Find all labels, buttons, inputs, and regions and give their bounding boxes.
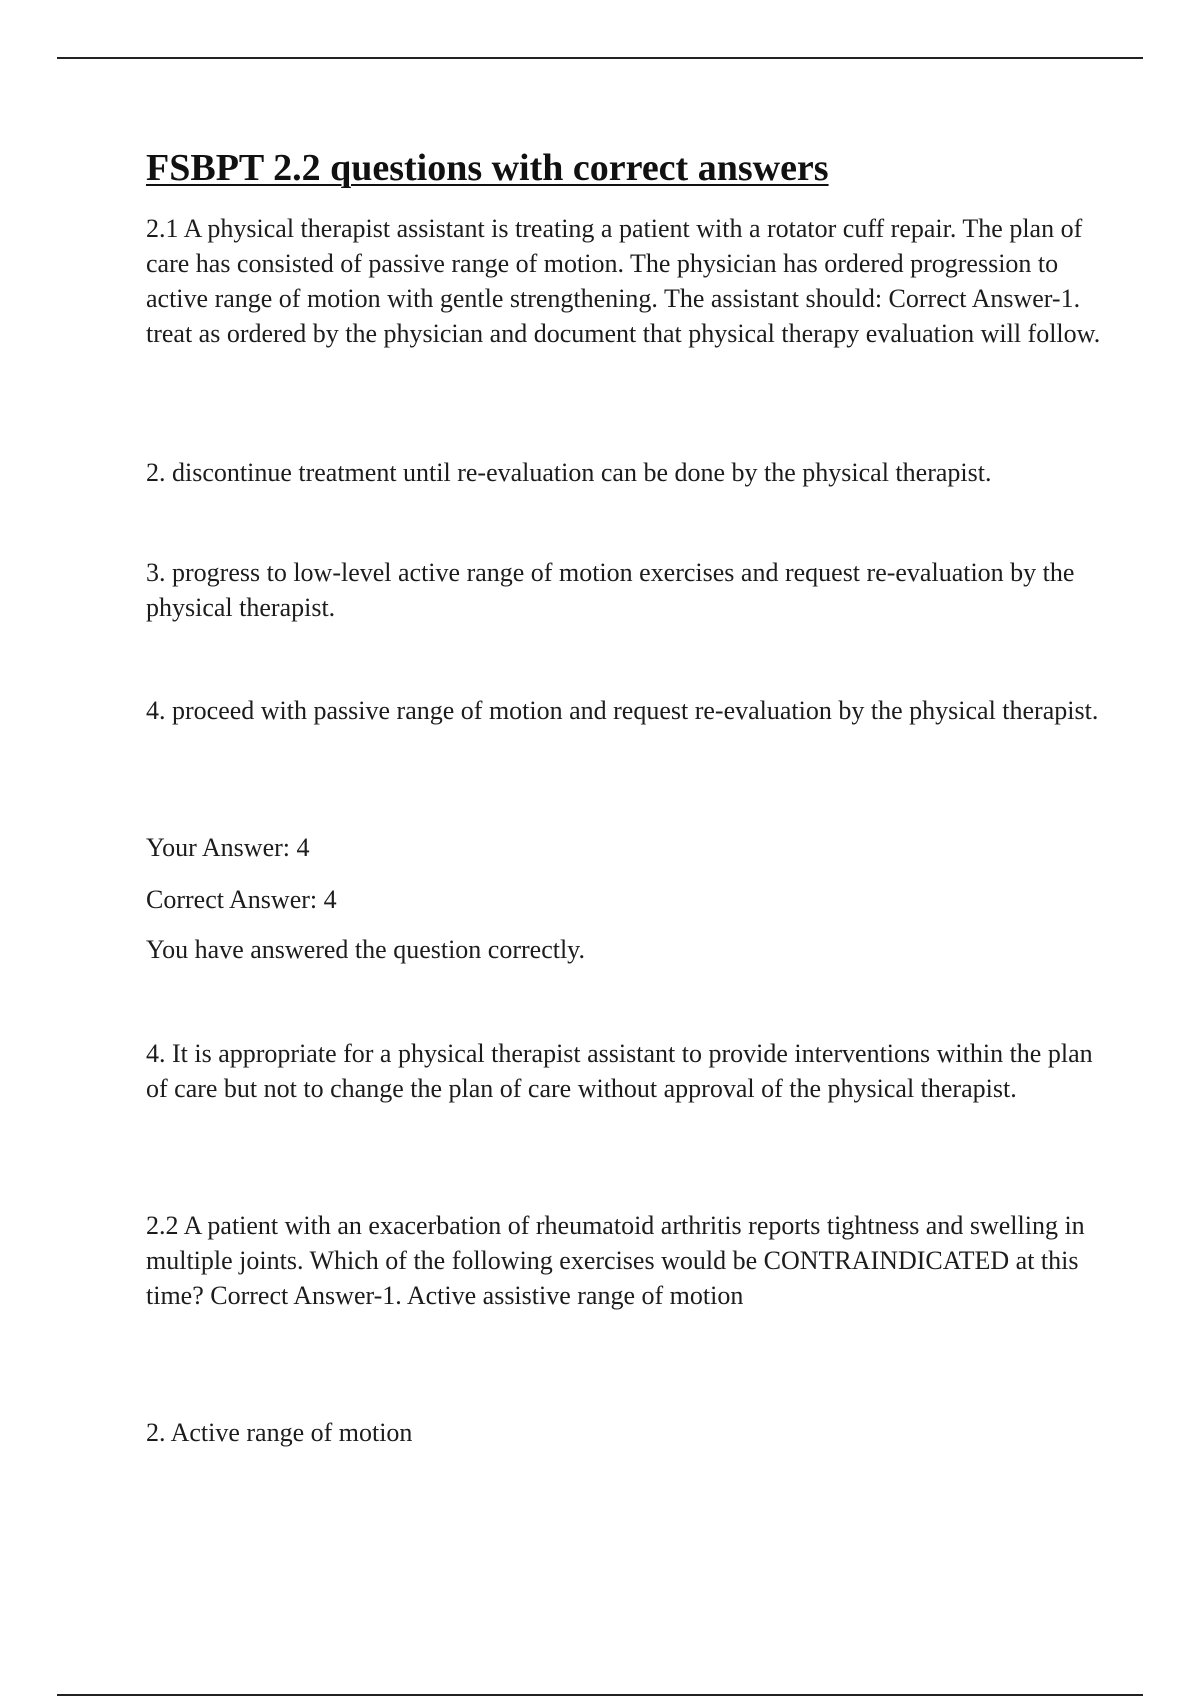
answer-option-3: 3. progress to low-level active range of motion exercises and request re-evaluation by the physical therapist.	[146, 558, 1075, 622]
question-2-2-option-2: 2. Active range of motion	[146, 1418, 413, 1447]
your-answer: Your Answer: 4	[146, 833, 310, 862]
answer-option-4: 4. proceed with passive range of motion and request re-evaluation by the physical therapist.	[146, 696, 1099, 725]
correct-answer: Correct Answer: 4	[146, 885, 337, 914]
document-title: FSBPT 2.2 questions with correct answers	[146, 147, 829, 189]
answer-explanation: 4. It is appropriate for a physical therapist assistant to provide interventions within the plan of care but not to change the plan of care without approval of the physical therapist.	[146, 1039, 1093, 1103]
question-2-1-text: 2.1 A physical therapist assistant is treating a patient with a rotator cuff repair. The plan of care has consisted of passive range of motion. The physician has ordered progression to active range of motion with gentle strengthening. The assistant should: Correct Answer-1. treat as ordered by the physician and document that physical therapy evaluation will follow.	[146, 214, 1101, 348]
top-divider	[57, 57, 1143, 59]
bottom-divider	[57, 1694, 1143, 1696]
answer-option-2: 2. discontinue treatment until re-evaluation can be done by the physical therapist.	[146, 458, 992, 487]
result-message: You have answered the question correctly.	[146, 935, 585, 964]
question-2-2-text: 2.2 A patient with an exacerbation of rheumatoid arthritis reports tightness and swelling in multiple joints. Which of the following exercises would be CONTRAINDICATED at this time? Correct Answer-1. Active assistive range of motion	[146, 1211, 1085, 1310]
